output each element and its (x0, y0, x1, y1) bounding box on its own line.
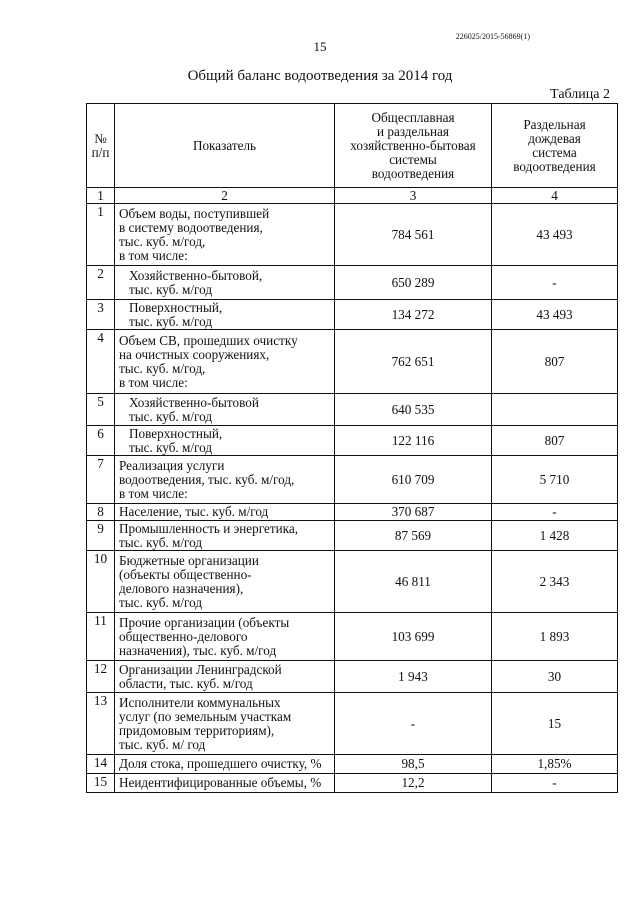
row-indicator: Население, тыс. куб. м/год (115, 504, 335, 521)
row-value-storm: 1 893 (492, 613, 618, 661)
row-indicator: Бюджетные организации (объекты общественно- делового назначения), тыс. куб. м/год (115, 551, 335, 613)
col-header-storm-system: Раздельная дождевая система водоотведения (492, 104, 618, 188)
row-value-combined: 610 709 (335, 456, 492, 504)
row-value-combined: 1 943 (335, 661, 492, 693)
page-number: 15 (313, 39, 327, 54)
row-indicator: Организации Ленинградской области, тыс. куб. м/год (115, 661, 335, 693)
row-number: 12 (87, 661, 115, 693)
document-id: 226025/2015-56869(1) (455, 32, 530, 41)
row-value-storm: - (492, 774, 618, 793)
row-value-combined: 87 569 (335, 521, 492, 551)
table-row (87, 330, 618, 394)
row-number: 14 (87, 755, 115, 774)
row-number: 8 (87, 504, 115, 521)
row-value-combined: 103 699 (335, 613, 492, 661)
row-value-combined: 762 651 (335, 330, 492, 394)
row-number: 4 (87, 330, 115, 394)
row-indicator: Исполнители коммунальных услуг (по земельным участкам придомовым территориям), тыс. куб. м/ год (115, 693, 335, 755)
column-number-row (87, 188, 618, 204)
row-number: 5 (87, 394, 115, 426)
col-header-number: № п/п (87, 104, 115, 188)
row-value-combined: 46 811 (335, 551, 492, 613)
row-value-storm: 2 343 (492, 551, 618, 613)
row-indicator: Неидентифицированные объемы, % (115, 774, 335, 793)
balance-table (86, 103, 618, 793)
table-header-row (87, 104, 618, 188)
row-number: 9 (87, 521, 115, 551)
row-number: 15 (87, 774, 115, 793)
table-row (87, 661, 618, 693)
table-row (87, 755, 618, 774)
table-row (87, 300, 618, 330)
row-value-storm: 43 493 (492, 300, 618, 330)
row-number: 3 (87, 300, 115, 330)
table-row (87, 394, 618, 426)
table-body (87, 204, 618, 793)
row-indicator: Объем СВ, прошедших очистку на очистных сооружениях, тыс. куб. м/год, в том числе: (115, 330, 335, 394)
column-number: 2 (115, 188, 335, 204)
row-value-combined: 134 272 (335, 300, 492, 330)
row-value-storm: 807 (492, 330, 618, 394)
row-indicator: Прочие организации (объекты общественно-делового назначения), тыс. куб. м/год (115, 613, 335, 661)
row-value-storm: 43 493 (492, 204, 618, 266)
col-header-indicator: Показатель (115, 104, 335, 188)
column-number: 4 (492, 188, 618, 204)
row-value-combined: 650 289 (335, 266, 492, 300)
row-value-storm: 1,85% (492, 755, 618, 774)
row-indicator: Хозяйственно-бытовой, тыс. куб. м/год (115, 266, 335, 300)
row-indicator: Объем воды, поступившей в систему водоотведения, тыс. куб. м/год, в том числе: (115, 204, 335, 266)
table-row (87, 504, 618, 521)
row-number: 13 (87, 693, 115, 755)
row-number: 10 (87, 551, 115, 613)
table-row (87, 693, 618, 755)
row-value-combined: 640 535 (335, 394, 492, 426)
table-row (87, 551, 618, 613)
row-indicator: Реализация услуги водоотведения, тыс. куб. м/год, в том числе: (115, 456, 335, 504)
table-row (87, 613, 618, 661)
row-value-storm: 5 710 (492, 456, 618, 504)
column-number: 1 (87, 188, 115, 204)
row-value-storm: 15 (492, 693, 618, 755)
row-value-storm: 30 (492, 661, 618, 693)
table-row (87, 774, 618, 793)
row-indicator: Поверхностный, тыс. куб. м/год (115, 300, 335, 330)
row-value-combined: 122 116 (335, 426, 492, 456)
row-indicator: Хозяйственно-бытовой тыс. куб. м/год (115, 394, 335, 426)
table-label: Таблица 2 (550, 87, 610, 102)
row-value-combined: 12,2 (335, 774, 492, 793)
row-value-storm: - (492, 266, 618, 300)
col-header-combined-system: Общесплавная и раздельная хозяйственно-бытовая системы водоотведения (335, 104, 492, 188)
page-title: Общий баланс водоотведения за 2014 год (187, 68, 453, 84)
row-indicator: Поверхностный, тыс. куб. м/год (115, 426, 335, 456)
row-indicator: Доля стока, прошедшего очистку, % (115, 755, 335, 774)
table-row (87, 266, 618, 300)
table-row (87, 521, 618, 551)
row-number: 7 (87, 456, 115, 504)
row-value-combined: 98,5 (335, 755, 492, 774)
row-value-storm: 1 428 (492, 521, 618, 551)
row-value-storm: 807 (492, 426, 618, 456)
row-number: 6 (87, 426, 115, 456)
row-indicator: Промышленность и энергетика, тыс. куб. м/год (115, 521, 335, 551)
table-row (87, 456, 618, 504)
row-value-combined: 370 687 (335, 504, 492, 521)
row-value-storm: - (492, 504, 618, 521)
row-value-storm (492, 394, 618, 426)
row-number: 11 (87, 613, 115, 661)
table-row (87, 204, 618, 266)
table-row (87, 426, 618, 456)
row-number: 1 (87, 204, 115, 266)
column-number: 3 (335, 188, 492, 204)
row-number: 2 (87, 266, 115, 300)
row-value-combined: 784 561 (335, 204, 492, 266)
row-value-combined: - (335, 693, 492, 755)
